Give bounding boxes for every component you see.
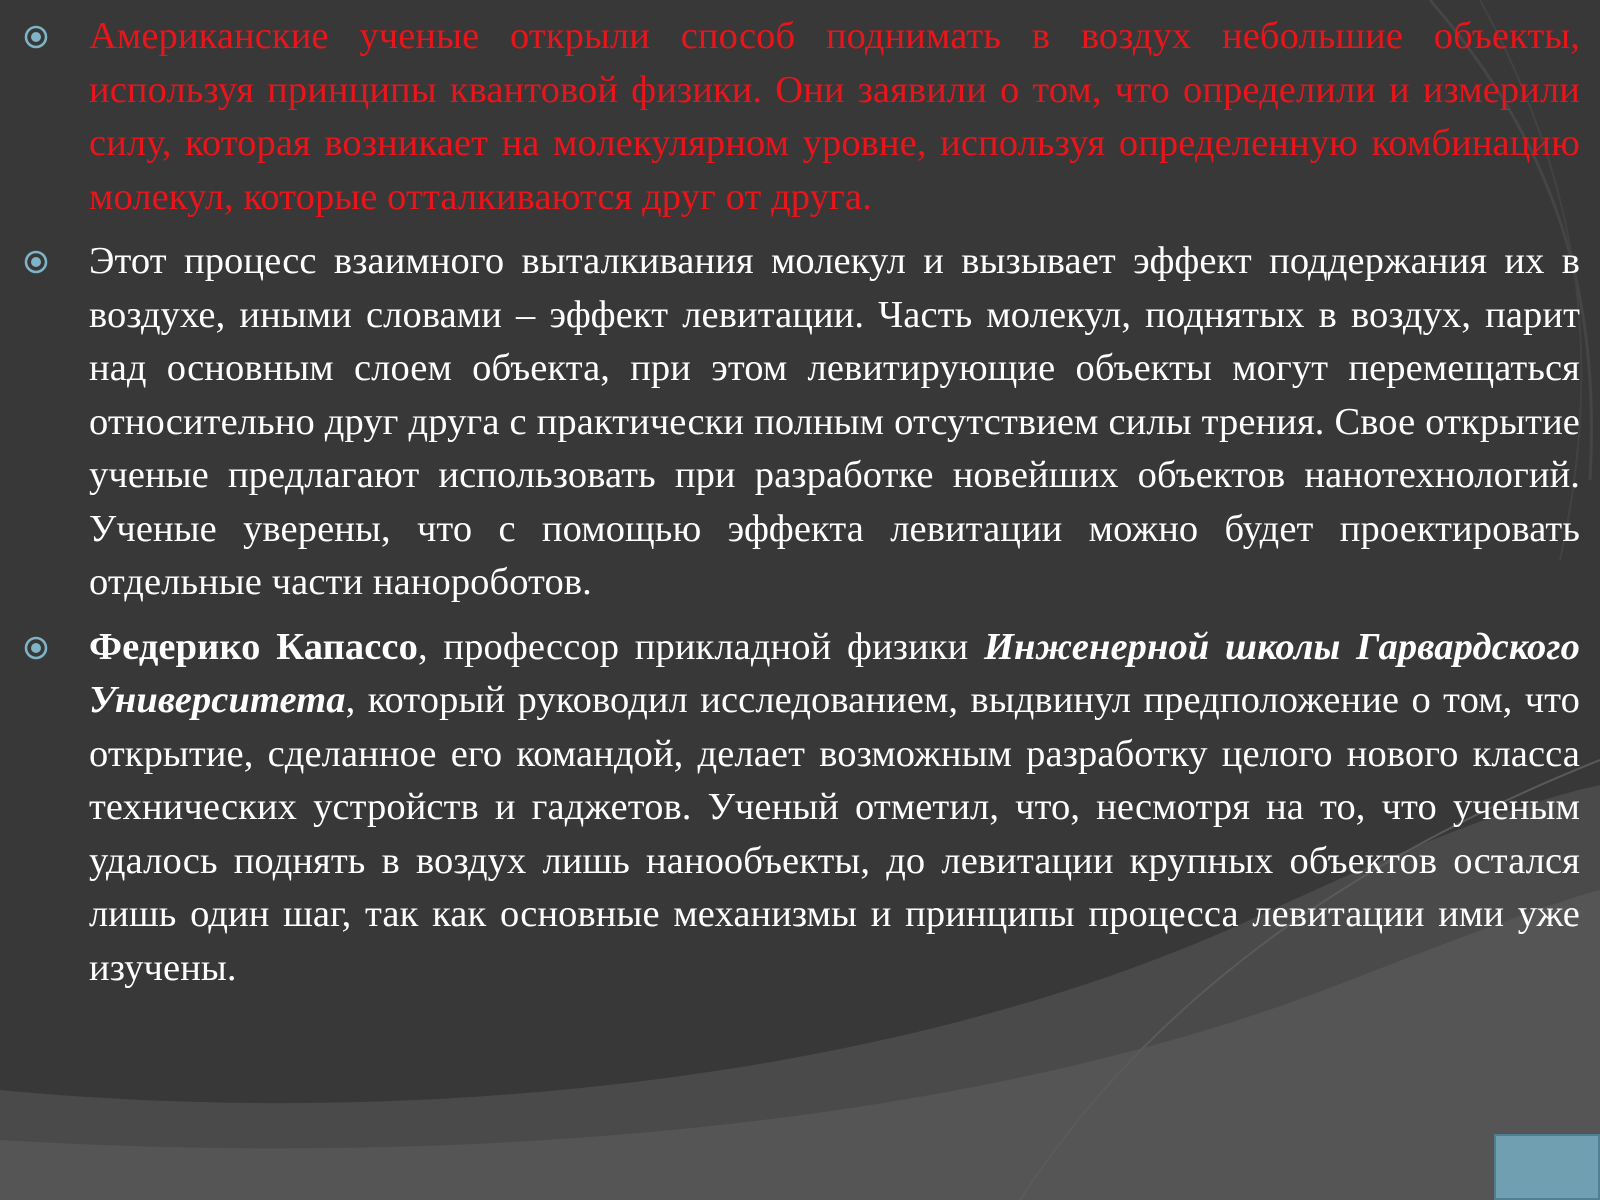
- paragraph-text: Этот процесс взаимного выталкивания молекул и вызывает эффект поддержания их в воздухе, иными словами – эффект левитации. Часть молекул, поднятых в воздух, парит над основным слоем объекта, при этом левитирующие объекты могут перемещаться относительно друг друга с практически полным отсутствием силы трения. Свое открытие ученые предлагают использовать при разработке новейших объектов нанотехнологий. Ученые уверены, что с помощью эффекта левитации можно будет проектировать отдельные части нанороботов.: [89, 240, 1580, 603]
- paragraph-text-part-a: , профессор прикладной физики: [417, 625, 985, 668]
- circled-dot-icon: [24, 636, 48, 660]
- circled-dot-icon: [24, 25, 48, 49]
- person-name: Федерико Капассо: [89, 625, 418, 668]
- paragraph-text: Американские ученые открыли способ поднимать в воздух небольшие объекты, используя принципы квантовой физики. Они заявили о том, что определили и измерили силу, которая возникает на молекулярном уровне, используя определенную комбинацию молекул, которые отталкиваются друг от друга.: [89, 15, 1580, 218]
- circled-dot-icon: [24, 250, 48, 274]
- paragraph-text-part-b: , который руководил исследованием, выдвинул предположение о том, что открытие, сделанное его командой, делает возможным разработку целого нового класса технических устройств и гаджетов. Ученый отметил, что, несмотря на то, что ученым удалось поднять в воздух лишь нанообъекты, до левитации крупных объектов остался лишь один шаг, так как основные механизмы и принципы процесса левитации ими уже изучены.: [89, 679, 1580, 989]
- bullet-paragraph-3: [0, 621, 1600, 996]
- institution-name: Инженерной школы Гарвардского Университета: [89, 625, 1581, 721]
- bullet-paragraph-2: [0, 235, 1600, 610]
- corner-accent-box: [1494, 1134, 1600, 1200]
- slide-body: [0, 10, 1600, 1006]
- bullet-paragraph-1: [0, 10, 1600, 224]
